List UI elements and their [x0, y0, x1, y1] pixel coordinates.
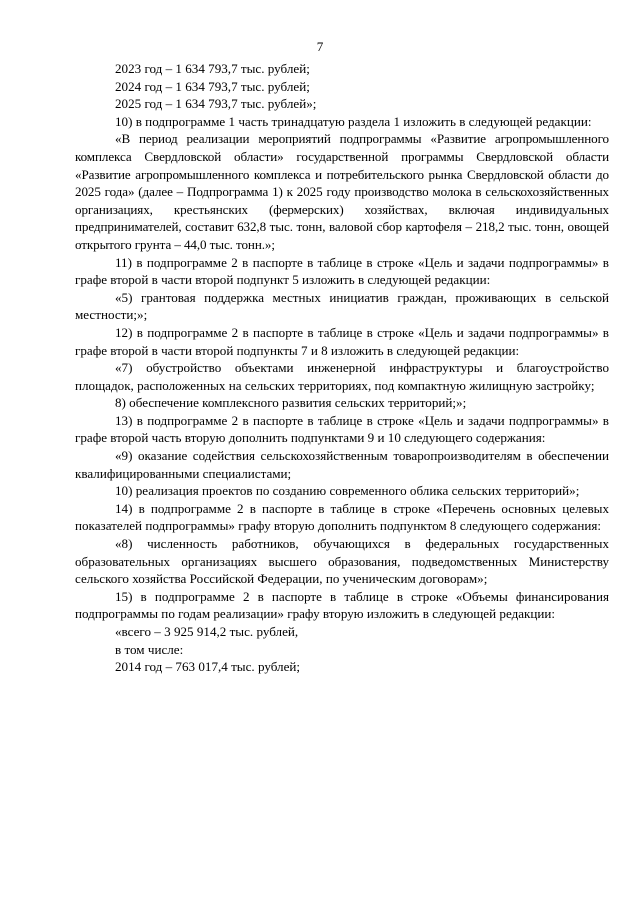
- paragraph-year-2014: 2014 год – 763 017,4 тыс. рублей;: [115, 659, 301, 675]
- paragraph-subitem-9: «9) оказание содействия сельскохозяйственным товаропроизводителям в обеспечении квалифицированными специалистами;: [75, 448, 609, 481]
- paragraph-item-10: 10) в подпрограмме 1 часть тринадцатую раздела 1 изложить в следующей редакции:: [115, 113, 592, 129]
- paragraph-item-13: 13) в подпрограмме 2 в паспорте в таблице в строке «Цель и задачи подпрограммы» в графе второй часть вторую дополнить подпунктами 9 и 10 следующего содержания:: [75, 412, 609, 446]
- paragraph-total: «всего – 3 925 914,2 тыс. рублей,: [115, 624, 299, 639]
- paragraph-indicator-8: «8) численность работников, обучающихся в федеральных государственных образовательных организациях высшего образования, подведомственных Министерству сельского хозяйства Российской Федерации, по ученическим договорам»;: [75, 536, 609, 587]
- paragraph-year-2024: 2024 год – 1 634 793,7 тыс. рублей;: [115, 78, 310, 94]
- paragraph-subitem-8: 8) обеспечение комплексного развития сельских территорий;»;: [115, 395, 467, 411]
- paragraph-item-14: 14) в подпрограмме 2 в паспорте в таблице в строке «Перечень основных целевых показателей подпрограммы» графу вторую дополнить подпунктом 8 следующего содержания:: [75, 500, 609, 534]
- paragraph-including: в том числе:: [115, 641, 184, 657]
- paragraph-subitem-5: «5) грантовая поддержка местных инициатив граждан, проживающих в сельской местности;»;: [75, 289, 609, 323]
- page-number: 7: [316, 39, 324, 54]
- paragraph-year-2025: 2025 год – 1 634 793,7 тыс. рублей»;: [115, 96, 317, 112]
- paragraph-subitem-10: 10) реализация проектов по созданию современного облика сельских территорий»;: [115, 483, 580, 499]
- paragraph-item-15: 15) в подпрограмме 2 в паспорте в таблице в строке «Объемы финансирования подпрограммы по годам реализации» графу вторую изложить в следующей редакции:: [75, 588, 609, 622]
- document-body: [75, 60, 609, 676]
- paragraph-item-12: 12) в подпрограмме 2 в паспорте в таблице в строке «Цель и задачи подпрограммы» в графе второй в части второй подпункты 7 и 8 изложить в следующей редакции:: [75, 324, 609, 358]
- paragraph-item-11: 11) в подпрограмме 2 в паспорте в таблице в строке «Цель и задачи подпрограммы» в графе второй в части второй подпункт 5 изложить в следующей редакции:: [75, 254, 609, 288]
- paragraph-subprogram-1-text: «В период реализации мероприятий подпрограммы «Развитие агропромышленного комплекса Свердловской области» государственной программы Свердловской области «Развитие агропромышленного комплекса и потребительского рынка Свердловской области до 2025 года» (далее – Подпрограмма 1) к 2025 году производство молока в сельскохозяйственных организациях, крестьянских (фермерских) хозяйствах, включая индивидуальных предпринимателей, составит 632,8 тыс. тонн, валовой сбор картофеля – 218,2 тыс. тонн, овощей открытого грунта – 44,0 тыс. тонн.»;: [75, 131, 609, 252]
- paragraph-subitem-7: «7) обустройство объектами инженерной инфраструктуры и благоустройство площадок, расположенных на сельских территориях, под компактную жилищную застройку;: [75, 360, 609, 393]
- paragraph-year-2023: 2023 год – 1 634 793,7 тыс. рублей;: [115, 61, 310, 76]
